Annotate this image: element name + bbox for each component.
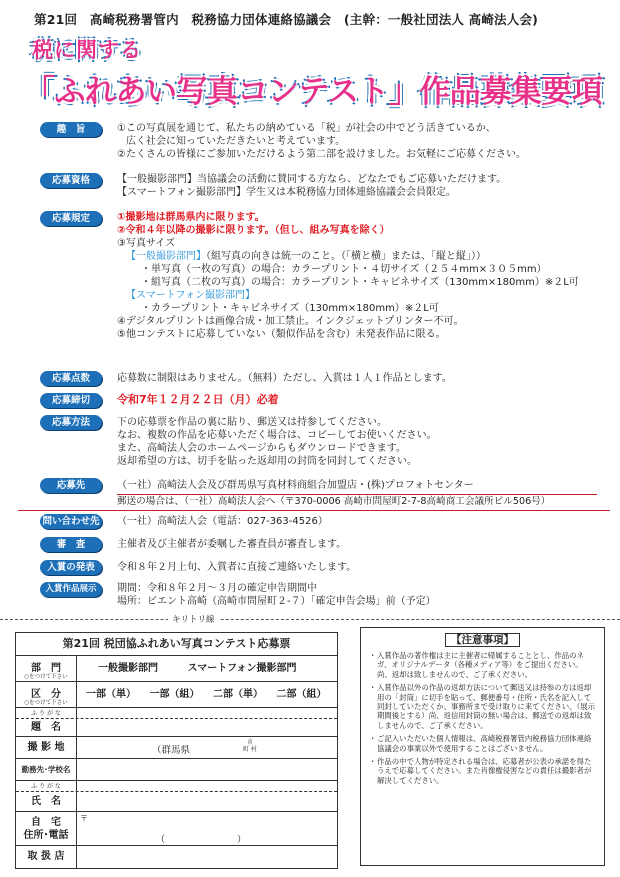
text-shikaku [117,173,506,199]
form-row-toriatsukai [16,846,337,868]
note-item: ・ ご記入いただいた個人情報は、高崎税務署管内税務協力団体連絡協議会の事業以外で使用することはございません。 [369,734,596,753]
daimei-label: 題 名 [16,719,77,736]
gunma-text: （群馬県 [152,745,191,756]
kinmu-label: 勤務先･学校名 [16,759,77,780]
kitei-size-head: ③写真サイズ [117,238,176,249]
furigana-field[interactable] [78,781,337,791]
cut-line [0,619,620,620]
divider [117,494,597,495]
notes-title: 【注意事項】 [445,633,520,647]
kubun-option[interactable]: 二部（単） [212,689,263,700]
satsueichi-label: 撮 影 地 [16,737,77,758]
saki-line: （一社）高崎法人会及び群馬県写真材料商組合加盟店・(株)プロフォトセンター [117,480,474,491]
form-row-bumon [16,656,337,682]
kitei-rule-location: ①撮影地は群馬県内に限ります。 [117,212,265,223]
label-happyo: 入賞の発表 [40,560,102,575]
daimei-field[interactable] [78,719,337,736]
label-shikaku: 応募資格 [40,173,102,188]
shimei-label: 氏 名 [16,792,77,811]
shikaku-line: 【スマートフォン撮影部門】学生又は本税務協力団体連絡協議会会員限定。 [117,187,456,198]
saki-line: 郵送の場合は、（一社）高崎法人会へ（〒370-0006 高崎市問屋町2-7-8高崎商工会議所ビル506号） [117,496,551,507]
text-happyo: 令和８年２月上旬、入賞者に直接ご連絡いたします。 [117,562,357,573]
furigana-label: ふ り が な [16,781,77,791]
form-row-furigana [16,708,337,719]
form-bumon-options[interactable] [78,656,337,681]
note-text: ご記入いただいた個人情報は、高崎税務署管内税務協力団体連絡協議会の事業以外で使用することはございません。 [377,734,592,753]
satsueichi-field[interactable] [78,737,337,758]
text-tenji [117,582,436,608]
text-hoho [117,416,437,468]
title-main: 「ふれあい写真コンテスト」作品募集要項 [24,74,603,110]
cat1-item: ・組写真（二枚の写真）の場合：カラープリント・キャビネサイズ（130mm×180mm）※２L可 [141,277,579,288]
kubun-note: ○をつけて下さい [24,700,68,706]
kitei-rule-date: ②令和４年以降の撮影に限ります。（但し、組み写真を除く） [117,225,390,236]
note-text: 入賞作品以外の作品の返却方法について郵送又は持参の方は返却用の「封筒」に切手を貼って、郵便番号・住所・氏名を記入して同封していただくか、事務所まで受け取りに来てください。（展示期間後とする）尚、返信用封筒の無い場合は、郵送での返却は致しませんので、ご了承ください。 [377,683,596,730]
entry-form [15,632,338,869]
shimei-field[interactable] [78,792,337,811]
kubun-option[interactable]: 一部（組） [149,689,200,700]
title-sub: 税に関する [32,38,142,62]
hoho-line: 返却希望の方は、切手を貼った返却用の封筒を同封してください。 [117,456,417,467]
form-row-daimei [16,719,337,737]
label-tensu: 応募点数 [40,371,102,386]
tenji-line: 場所：ビエント高崎（高崎市問屋町２-７）「確定申告会場」前（予定） [117,596,436,607]
cut-line-label: キリトリ線 [168,613,219,625]
form-row-furigana2 [16,781,337,792]
cat1-item: ・単写真（一枚の写真）の場合：カラープリント・４切サイズ（２５４mm×３０５mm） [141,264,547,275]
text-shimekiri: 令和7年１２月２２日（月）必着 [117,393,279,406]
label-shimekiri: 応募締切 [40,393,102,408]
form-row-kubun [16,682,337,708]
text-shinsa: 主催者及び主催者が委嘱した審査員が審査します。 [117,539,347,550]
shushi-line: ①この写真展を通じて、私たちの納めている「税」が社会の中でどう活きているか、 [117,123,496,134]
label-tenji: 入賞作品展示 [40,582,102,597]
kubun-option[interactable]: 一部（単） [86,689,136,700]
label-toiawase: 問い合わせ先 [40,514,102,529]
tenji-line: 期間：令和８年２月～３月の確定申告期間中 [117,583,317,594]
jitaku-label-line2: 住所･電話 [23,830,69,841]
text-kitei [117,211,579,341]
form-row-jitaku [16,812,337,846]
kitei-rule: ⑤他コンテストに応募していない（類似作品を含む）未発表作品に限る。 [117,329,446,340]
note-text: 作品の中で人物が特定される場合は、応募者が公表の承諾を得たうえで応募してください。また肖像権侵害などの責任は撮影者が解決してください。 [377,757,592,785]
bumon-note: ○をつけて下さい [24,674,68,680]
shichoson-text [243,739,257,753]
form-kubun-options[interactable] [78,682,337,707]
furigana-field[interactable] [78,708,337,718]
header-line: 第21回 高崎税務署管内 税務協力団体連絡協議会 (主幹：一般社団法人 高崎法人会) [34,12,539,27]
kubun-option[interactable]: 二部（組） [276,689,327,700]
cat2-label: 【スマートフォン撮影部門】 [126,290,255,301]
cat2-item: ・カラープリント・キャビネサイズ（130mm×180mm）※２L可 [141,303,439,314]
kinmu-field[interactable] [78,759,337,780]
form-label-kubun [16,682,77,707]
shikaku-line: 【一般撮影部門】当協議会の活動に賛同する方なら、どなたでもご応募いただけます。 [117,174,507,185]
jitaku-label [16,812,77,845]
cat1-text: （組写真の向きは統一のこと。（「横と横」または、「縦と縦」）） [206,251,486,262]
kitei-rule: ④デジタルプリントは画像合成・加工禁止。インクジェットプリンター不可。 [117,316,464,327]
note-item: ・ 入賞作品の著作権は主に主催者に帰属することとし、作品のネガ、オリジナルデータ（各種メディア等）をご提出ください。尚、返却は致しませんので、ご了承ください。 [369,651,596,679]
hoho-line: また、高崎法人会のホームページからもダウンロードできます。 [117,443,406,454]
chouson-text: 町 村 [243,746,257,753]
label-shushi: 趣 旨 [40,122,102,137]
form-label-bumon [16,656,77,681]
form-title: 第21回 税団協ふれあい写真コンテスト応募票 [16,633,337,656]
cat1-label: 【一般撮影部門】 [126,251,206,262]
label-hoho: 応募方法 [40,415,102,430]
text-tensu: 応募数に制限はありません。（無料）ただし、入賞は１人１作品とします。 [117,373,452,384]
hoho-line: 下の応募票を作品の裏に貼り、郵送又は持参してください。 [117,417,387,428]
toriatsukai-field[interactable] [78,846,337,868]
shushi-line: ②たくさんの皆様にご参加いただけるよう第二部を設けました。お気軽にご応募ください。 [117,149,526,160]
bumon-option[interactable]: 一般撮影部門 [98,663,158,674]
divider [18,510,610,511]
tel-paren: （ ） [156,835,247,845]
label-kitei: 応募規定 [40,211,102,226]
bumon-label: 部 門 [31,663,61,674]
text-shushi [117,122,526,161]
form-row-kinmu [16,759,337,781]
bumon-option[interactable]: スマートフォン撮影部門 [187,663,297,674]
shushi-line: 広く社会に知っていただきたいと考えています。 [126,136,346,147]
note-text: 入賞作品の著作権は主に主催者に帰属することとし、作品のネガ、オリジナルデータ（各種メディア等）をご提出ください。尚、返却は致しませんので、ご了承ください。 [377,651,584,679]
toriatsukai-label: 取 扱 店 [16,846,77,868]
text-toiawase: （一社）高崎法人会（電話：027-363-4526） [117,516,328,527]
hoho-line: なお、複数の作品を応募いただく場合は、コピーしてお使いください。 [117,430,437,441]
furigana-label: ふ り が な [16,708,77,718]
form-row-satsueichi [16,737,337,759]
form-row-shimei [16,792,337,812]
jitaku-field[interactable] [78,812,337,845]
note-item: ・ 作品の中で人物が特定される場合は、応募者が公表の承諾を得たうえで応募してください。また肖像権侵害などの責任は撮影者が解決してください。 [369,757,596,785]
postal-mark: 〒 [80,814,88,823]
notes-box [360,627,605,866]
label-saki: 応募先 [40,478,102,493]
note-item: ・ 入賞作品以外の作品の返却方法について郵送又は持参の方は返却用の「封筒」に切手を貼って、郵便番号・住所・氏名を記入して同封していただくか、事務所まで受け取りに来てください。（展示期間後とする）尚、返信用封筒の無い場合は、郵送での返却は致しませんので、ご了承ください。 [369,683,596,730]
kubun-label: 区 分 [31,689,61,700]
shi-text: 市 [246,739,253,746]
label-shinsa: 審 査 [40,537,102,552]
jitaku-label-line1: 自 宅 [31,817,61,828]
